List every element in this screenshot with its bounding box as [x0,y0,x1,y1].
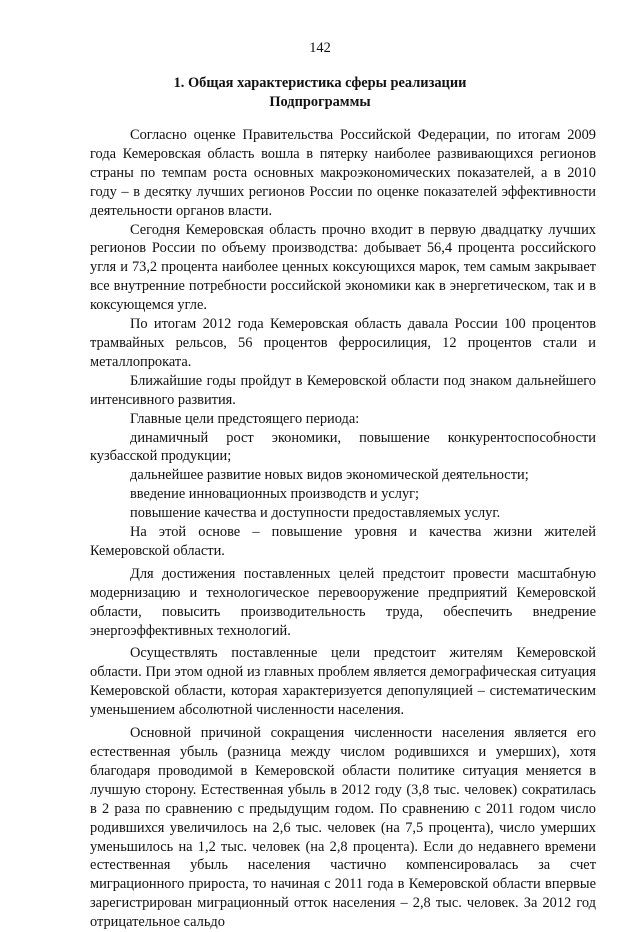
paragraph: Согласно оценке Правительства Российской Федерации, по итогам 2009 года Кемеровская область вошла в пятерку наиболее развивающихся регионов страны по темпам роста основных макроэкономических показателей, а в 2010 году – в десятку лучших регионов России по оценке показателей эффективности деятельности органов власти. [90,127,596,219]
paragraph: Осуществлять поставленные цели предстоит жителям Кемеровской области. При этом одной из главных проблем является демографическая ситуация Кемеровской области, которая характеризуется депопуляцией – систематическим уменьшением абсолютной численности населения. [90,645,596,719]
list-item: введение инновационных производств и услуг; [130,486,420,503]
list-item: динамичный рост экономики, повышение конкурентоспособности кузбасской продукции; [90,429,596,465]
page-number: 142 [309,40,331,56]
list-item: повышение качества и доступности предоставляемых услуг. [130,505,501,522]
paragraph: Основной причиной сокращения численности населения является его естественная убыль (разница между числом родившихся и умерших), хотя благодаря проводимой в Кемеровской области политике ситуация меняется в лучшую сторону. Естественная убыль в 2012 году (3,8 тыс. человек) сократилась в 2 раза по сравнению с предыдущим годом. По сравнению с 2011 годом число родившихся увеличилось на 2,6 тыс. человек (на 7,5 процента), число умерших уменьшилось на 1,2 тыс. человек (на 2,8 процента). Если до недавнего времени естественная убыль населения частично компенсировалась за счет миграционного прироста, то начиная с 2011 года в Кемеровской области впервые зарегистрирован миграционный отток населения – 2,8 тыс. человек. За 2012 год отрицательное сальдо [90,725,596,931]
document-body [90,126,596,932]
paragraph: По итогам 2012 года Кемеровская область давала России 100 процентов трамвайных рельсов, 56 процентов ферросилиция, 12 процентов стали и металлопроката. [90,316,596,370]
heading-line-2: Подпрограммы [269,93,371,110]
paragraph: Сегодня Кемеровская область прочно входит в первую двадцатку лучших регионов России по объему производства: добывает 56,4 процента российского угля и 73,2 процента наиболее ценных коксующихся марок, тем самым закрывает все внутренние потребности российской экономики как в энергетическом, так и в коксующемся угле. [90,221,596,314]
list-item: дальнейшее развитие новых видов экономической деятельности; [130,467,529,484]
paragraph: На этой основе – повышение уровня и качества жизни жителей Кемеровской области. [90,524,596,559]
heading-line-1: 1. Общая характеристика сферы реализации [173,75,467,91]
section-heading [0,74,640,112]
paragraph: Для достижения поставленных целей предстоит провести масштабную модернизацию и технологическое перевооружение предприятий Кемеровской области, повысить производительность труда, обеспечить внедрение энергоэффективных технологий. [90,565,596,639]
paragraph: Ближайшие годы пройдут в Кемеровской области под знаком дальнейшего интенсивного развития. [90,372,596,408]
paragraph: Главные цели предстоящего периода: [130,410,360,427]
